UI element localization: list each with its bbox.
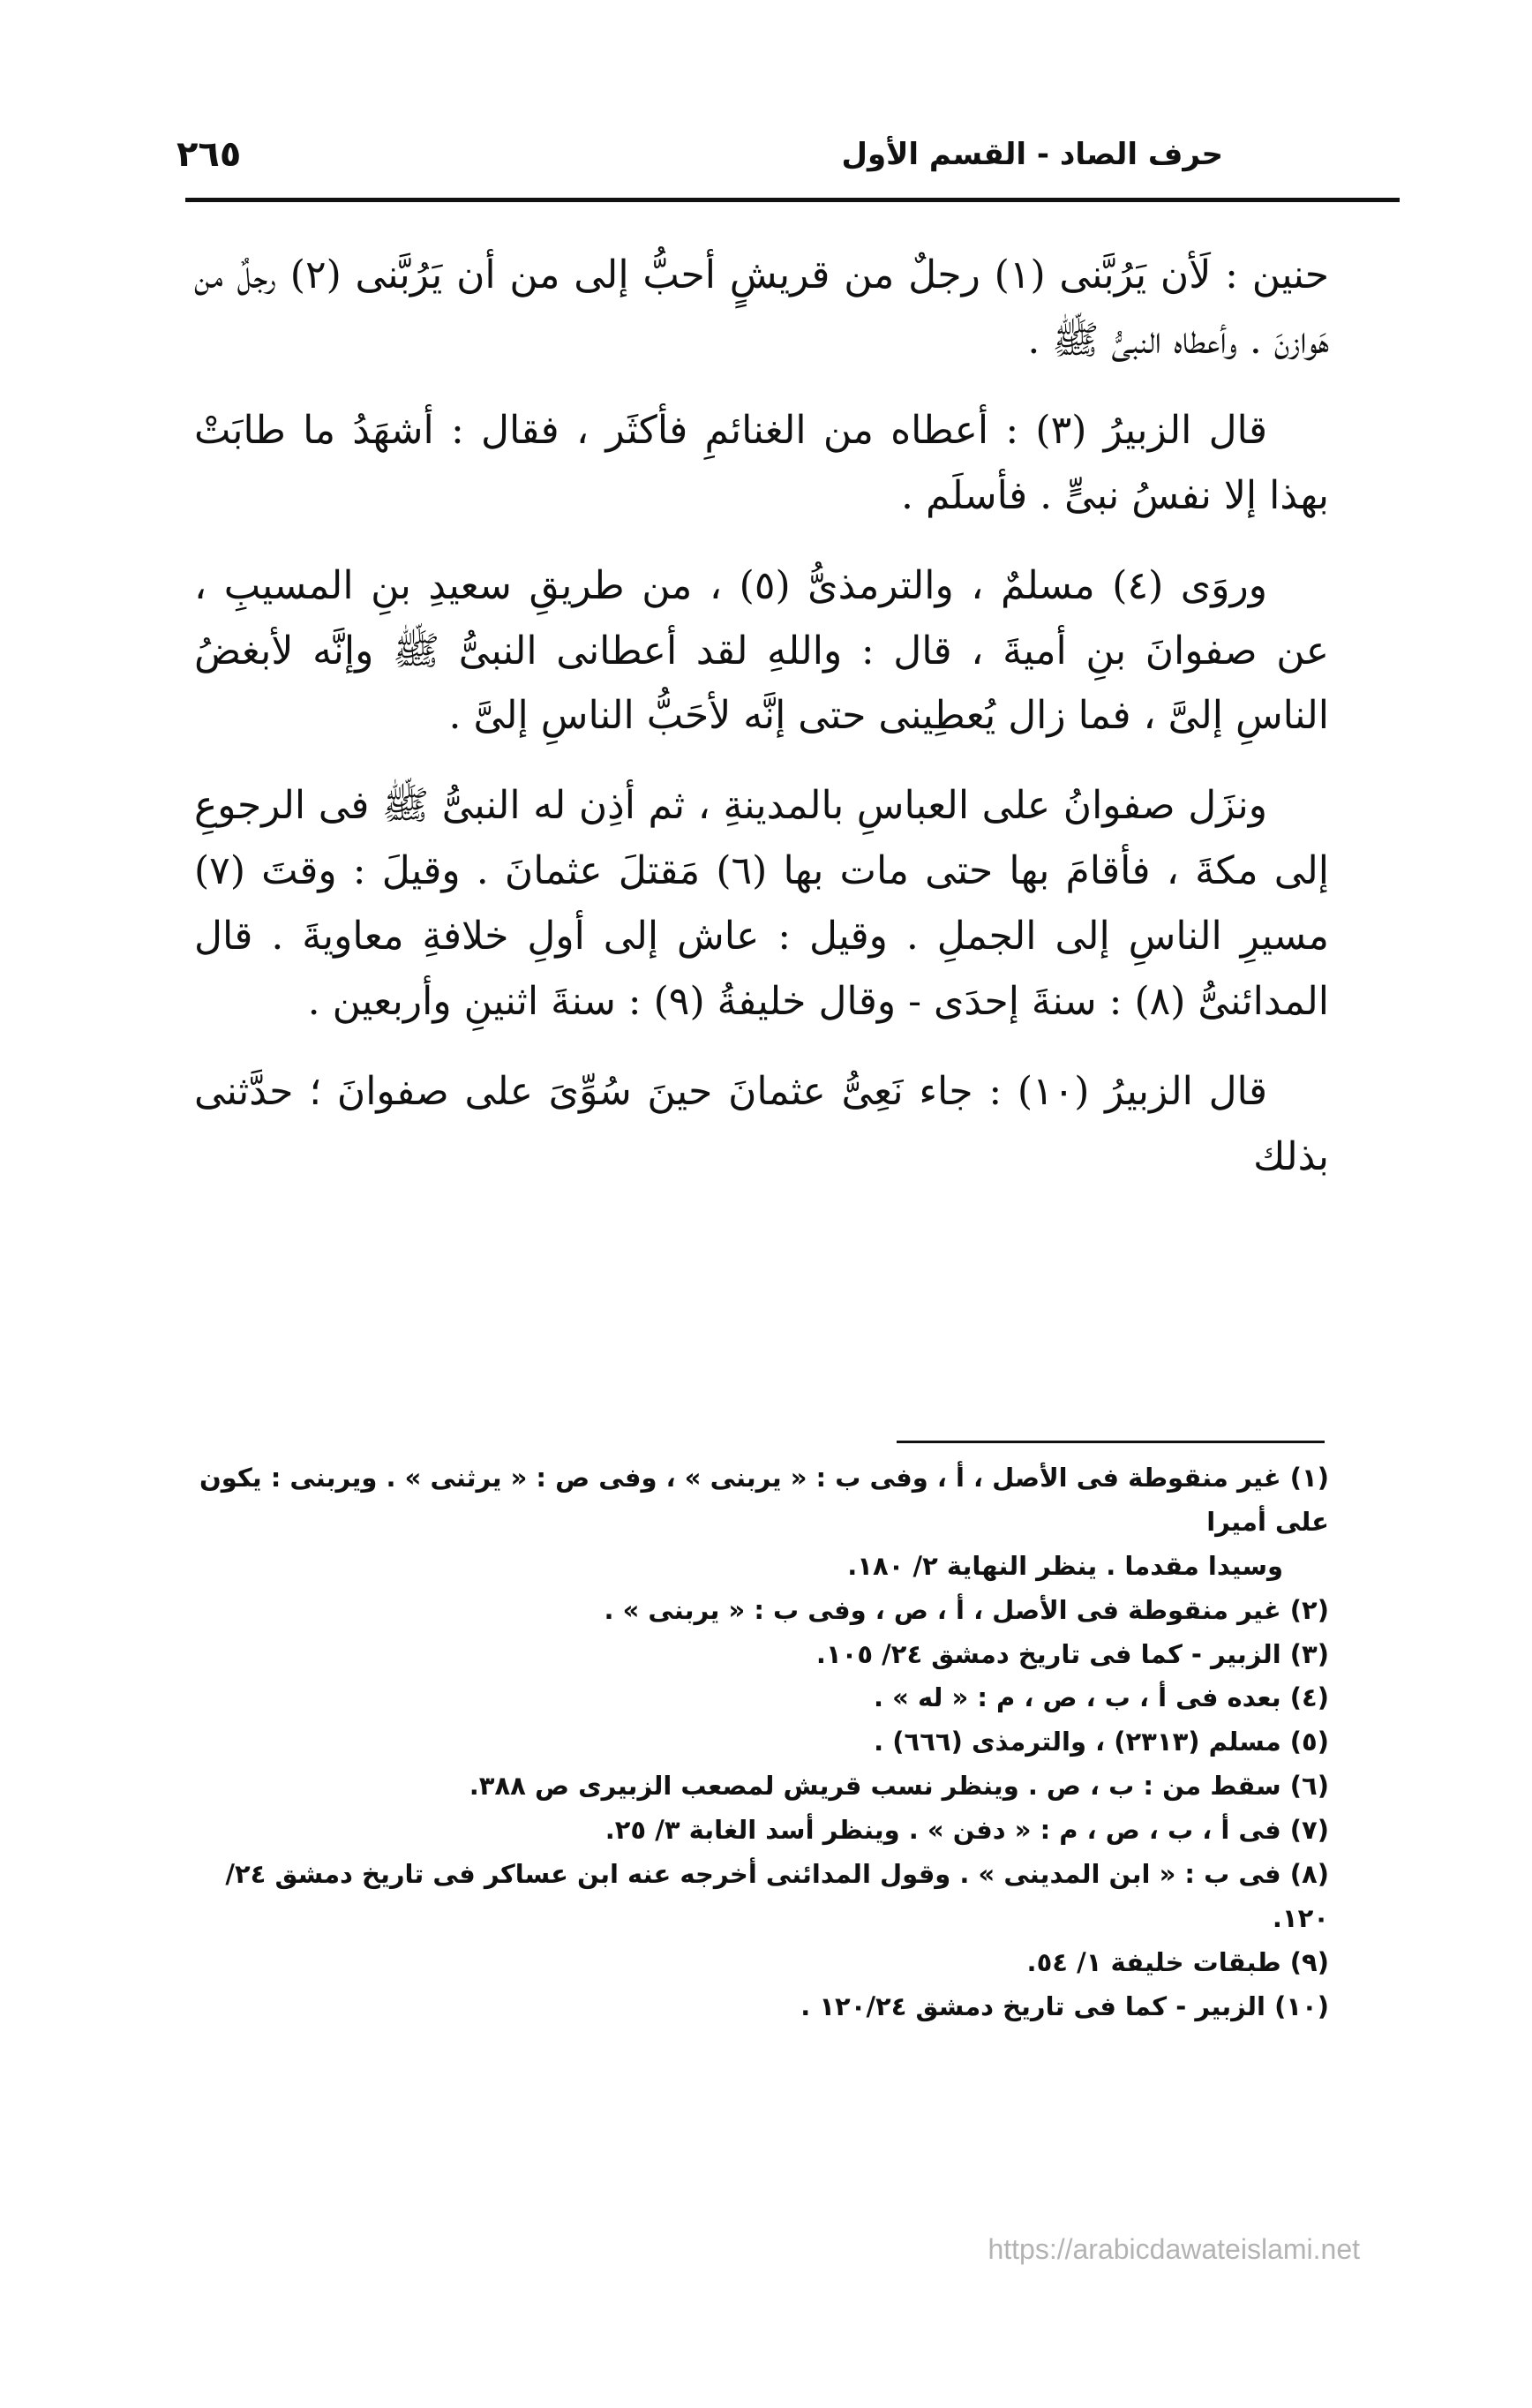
footnote: (٥) مسلم (٢٣١٣) ، والترمذى (٦٦٦) . (874, 1727, 1329, 1757)
footnote: (١) غير منقوطة فى الأصل ، أ ، وفى ب : « يربنى » ، وفى ص : « يرثنى » . ويربنى : يكون على أميرا (199, 1463, 1329, 1537)
page-header (176, 128, 1400, 181)
running-title: حرف الصاد - القسم الأول (841, 137, 1223, 172)
paragraph: قال الزبيرُ (١٠) : جاء نَعِىُّ عثمانَ حينَ سُوِّىَ على صفوانَ ؛ حدَّثنى بذلك (194, 1068, 1329, 1179)
footnote: (٢) غير منقوطة فى الأصل ، أ ، ص ، وفى ب : « يربنى » . (604, 1594, 1329, 1625)
footnote-separator (897, 1441, 1325, 1443)
footnote-continuation: وسيدا مقدما . ينظر النهاية ٢/ ١٨٠. (847, 1550, 1283, 1581)
paragraph: قال الزبيرُ (٣) : أعطاه من الغنائمِ فأكثَر ، فقال : أشهَدُ ما طابَتْ بهذا إلا نفسُ نبىٍّ . فأسلَم . (194, 407, 1329, 518)
watermark-url: https://arabicdawateislami.net (988, 2233, 1360, 2265)
footnote: (٤) بعده فى أ ، ب ، ص ، م : « له » . (874, 1682, 1329, 1713)
page-number: ٢٦٥ (176, 134, 242, 175)
paragraph: وروَى (٤) مسلمٌ ، والترمذىُّ (٥) ، من طريقِ سعيدِ بنِ المسيبِ ، عن صفوانَ بنِ أميةَ ، قال : واللهِ لقد أعطانى النبىُّ ﷺ وإنَّه لأبغضُ الناسِ إلىَّ ، فما زال يُعطِينى حتى إنَّه لأحَبُّ الناسِ إلىَّ . (194, 562, 1329, 739)
main-text (194, 243, 1329, 1215)
paragraph: حنين : لَأن يَرُبَّنى (١) رجلٌ من قريشٍ أحبُّ إلى من أن يَرُبَّنى (٢) رجلٌ من هَوازنَ . وأعطاه النبىُّ ﷺ . (194, 252, 1329, 363)
paragraph: ونزَل صفوانُ على العباسِ بالمدينةِ ، ثم أذِن له النبىُّ ﷺ فى الرجوعِ إلى مكةَ ، فأقامَ بها حتى مات بها (٦) مَقتلَ عثمانَ . وقيلَ : وقتَ (٧) مسيرِ الناسِ إلى الجملِ . وقيل : عاش إلى أولِ خلافةِ معاويةَ . قال المدائنىُّ (٨) : سنةَ إحدَى - وقال خليفةُ (٩) : سنةَ اثنينِ وأربعين . (194, 783, 1330, 1025)
footnote: (٦) سقط من : ب ، ص . وينظر نسب قريش لمصعب الزبيرى ص ٣٨٨. (469, 1771, 1329, 1802)
footnotes (194, 1456, 1329, 2028)
header-rule (185, 198, 1400, 202)
footnote: (٨) فى ب : « ابن المدينى » . وقول المدائنى أخرجه عنه ابن عساكر فى تاريخ دمشق ٢٤/ ١٢٠. (225, 1858, 1329, 1933)
footnote: (٣) الزبير - كما فى تاريخ دمشق ٢٤/ ١٠٥. (815, 1638, 1329, 1669)
footnote: (١٠) الزبير - كما فى تاريخ دمشق ١٢٠/٢٤ . (800, 1990, 1329, 2021)
footnote: (٧) فى أ ، ب ، ص ، م : « دفن » . وينظر أسد الغابة ٣/ ٢٥. (605, 1815, 1329, 1845)
footnote: (٩) طبقات خليفة ١/ ٥٤. (1026, 1946, 1329, 1977)
